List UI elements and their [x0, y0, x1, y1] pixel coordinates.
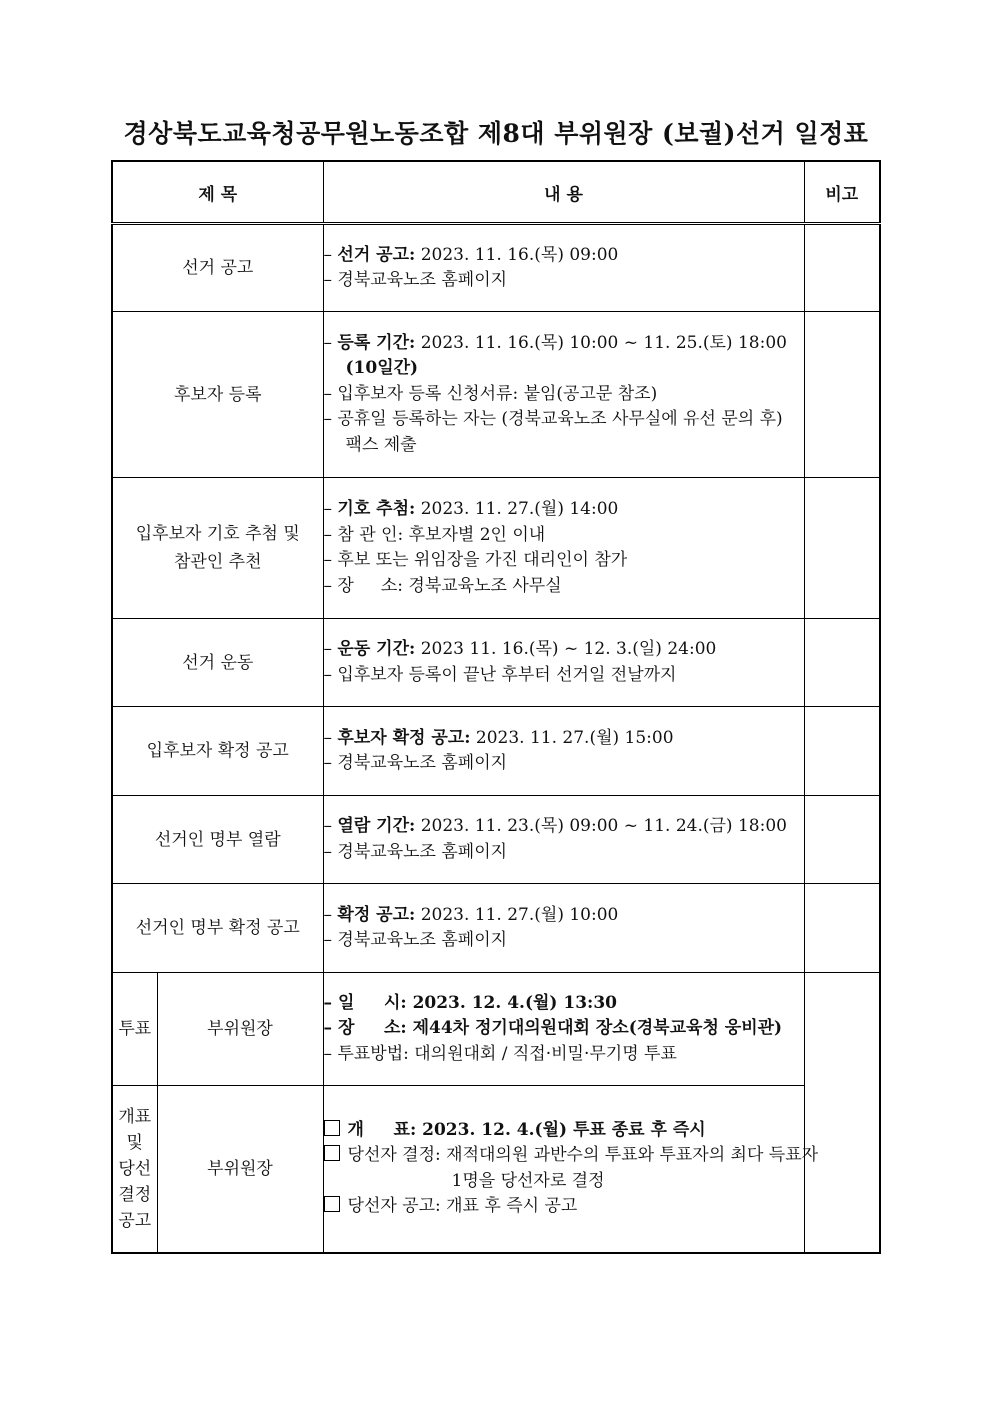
item-text: 입후보자 등록 신청서류: 붙임(공고문 참조) [337, 383, 658, 404]
row-remark [804, 884, 880, 973]
row-remark [804, 973, 880, 1253]
row-remark [804, 312, 880, 478]
row-remark [804, 478, 880, 619]
header-content: 내 용 [323, 161, 804, 224]
row-content: – 일 시: 2023. 12. 4.(월) 13:30 – 장 소: 제44차 정기대의원대회 장소(경북교육청 웅비관) – 투표방법: 대의원대회 / 직접·비밀·무기명 투표 [323, 973, 804, 1086]
item-text: 투표방법: 대의원대회 / 직접·비밀·무기명 투표 [337, 1043, 677, 1064]
row-subject: 부위원장 [157, 1086, 323, 1253]
row-subject: 선거 운동 [112, 619, 323, 707]
item-value: 2023. 12. 4.(월) 13:30 [406, 992, 617, 1013]
row-remark [804, 707, 880, 796]
item-label: 확정 공고: [337, 904, 416, 925]
table-header-row [112, 161, 880, 224]
schedule-table [111, 160, 881, 1254]
row-content [323, 1086, 819, 1253]
item-value: 2023. 11. 16.(목) 09:00 [415, 244, 619, 265]
table-row [112, 707, 880, 796]
row-content: – 등록 기간: 2023. 11. 16.(목) 10:00 ~ 11. 25.(토) 18:00 (10일간) – 입후보자 등록 신청서류: 붙임(공고문 참조) – 공휴일 등록하는 자는 (경북교육노조 사무실에 유선 문의 후) 팩스 제출 [323, 312, 804, 478]
table-row [112, 796, 880, 884]
item-value: 2023. 11. 27.(월) 14:00 [415, 499, 619, 519]
row-group: 투표 [112, 973, 157, 1086]
table-row [112, 973, 880, 1086]
group-line: 및 [126, 1132, 143, 1153]
row-content: – 운동 기간: 2023 11. 16.(목) ~ 12. 3.(일) 24:00 – 입후보자 등록이 끝난 후부터 선거일 전날까지 [323, 619, 804, 707]
row-subject: 선거인 명부 열람 [112, 796, 323, 884]
item-text: 경북교육노조 홈페이지 [337, 930, 508, 950]
row-subject: 선거인 명부 확정 공고 [112, 884, 323, 973]
table-row [112, 478, 880, 619]
item-value: 2023. 11. 16.(목) 10:00 ~ 11. 25.(토) 18:00 [415, 332, 787, 353]
group-line: 결정 [118, 1184, 152, 1205]
item-text: 장 소: 경북교육노조 사무실 [337, 575, 562, 596]
table-row [112, 884, 880, 973]
row-remark [804, 224, 880, 312]
item-label: 열람 기간: [337, 816, 416, 836]
item-label: 장 소: [337, 1018, 407, 1039]
item-continuation: 1명을 당선자로 결정 [451, 1170, 605, 1191]
item-label: 선거 공고: [337, 244, 416, 265]
row-subject: 입후보자 확정 공고 [112, 707, 323, 796]
group-line: 개표 [118, 1106, 152, 1127]
header-remark: 비고 [804, 161, 880, 224]
item-label: 일 시: [337, 992, 407, 1013]
table-row [112, 1086, 880, 1253]
group-line: 공고 [118, 1210, 152, 1231]
item-value: 제44차 정기대의원대회 장소(경북교육청 웅비관) [406, 1018, 783, 1039]
row-group [112, 1086, 157, 1253]
header-subject: 제 목 [112, 161, 323, 224]
item-text: 후보 또는 위임장을 가진 대리인이 참가 [337, 550, 628, 570]
table-row [112, 312, 880, 478]
row-subject [112, 478, 323, 619]
item-continuation: 팩스 제출 [345, 434, 417, 455]
item-text: 참 관 인: 후보자별 2인 이내 [337, 524, 546, 545]
row-subject: 선거 공고 [112, 224, 323, 312]
item-label: 운동 기간: [337, 639, 416, 659]
checkbox-icon [324, 1145, 340, 1161]
checkbox-icon [324, 1196, 340, 1212]
row-content: – 후보자 확정 공고: 2023. 11. 27.(월) 15:00 – 경북교육노조 홈페이지 [323, 707, 804, 796]
item-text: 경북교육노조 홈페이지 [337, 753, 508, 773]
subject-line: 입후보자 기호 추첨 및 [135, 524, 300, 544]
item-text: 공휴일 등록하는 자는 (경북교육노조 사무실에 유선 문의 후) [337, 409, 783, 430]
row-subject: 부위원장 [157, 973, 323, 1086]
row-content: – 열람 기간: 2023. 11. 23.(목) 09:00 ~ 11. 24.(금) 18:00 – 경북교육노조 홈페이지 [323, 796, 804, 884]
item-label: 등록 기간: [337, 332, 416, 353]
item-text: 당선자 결정: 재적대의원 과반수의 투표와 투표자의 최다 득표자 [347, 1145, 819, 1166]
row-remark [804, 619, 880, 707]
row-content: – 기호 추첨: 2023. 11. 27.(월) 14:00 – 참 관 인: 후보자별 2인 이내 – 후보 또는 위임장을 가진 대리인이 참가 – 장 소: 경북교육노조 사무실 [323, 478, 804, 619]
item-label: 후보자 확정 공고: [337, 727, 471, 748]
table-row [112, 224, 880, 312]
item-text: 경북교육노조 홈페이지 [337, 841, 508, 862]
item-value: 2023. 11. 23.(목) 09:00 ~ 11. 24.(금) 18:00 [415, 816, 787, 836]
page-title: 경상북도교육청공무원노동조합 제8대 부위원장 (보궐)선거 일정표 [123, 119, 869, 148]
item-text: 경북교육노조 홈페이지 [337, 270, 508, 290]
item-value: 2023. 11. 27.(월) 10:00 [415, 904, 619, 925]
row-content: – 선거 공고: 2023. 11. 16.(목) 09:00 – 경북교육노조 홈페이지 [323, 224, 804, 312]
item-text: 개 표: 2023. 12. 4.(월) 투표 종료 후 즉시 [347, 1119, 706, 1140]
row-subject: 후보자 등록 [112, 312, 323, 478]
table-row [112, 619, 880, 707]
item-text: 당선자 공고: 개표 후 즉시 공고 [347, 1196, 578, 1217]
item-value: 2023. 11. 27.(월) 15:00 [470, 727, 674, 748]
item-label: 기호 추첨: [337, 499, 416, 519]
subject-line: 참관인 추천 [174, 552, 262, 572]
item-text: 입후보자 등록이 끝난 후부터 선거일 전날까지 [337, 664, 677, 685]
item-value: 2023 11. 16.(목) ~ 12. 3.(일) 24:00 [415, 639, 717, 659]
item-continuation: (10일간) [345, 358, 419, 379]
row-content: – 확정 공고: 2023. 11. 27.(월) 10:00 – 경북교육노조 홈페이지 [323, 884, 804, 973]
group-line: 당선 [118, 1158, 152, 1179]
row-remark [804, 796, 880, 884]
checkbox-icon [324, 1120, 340, 1136]
